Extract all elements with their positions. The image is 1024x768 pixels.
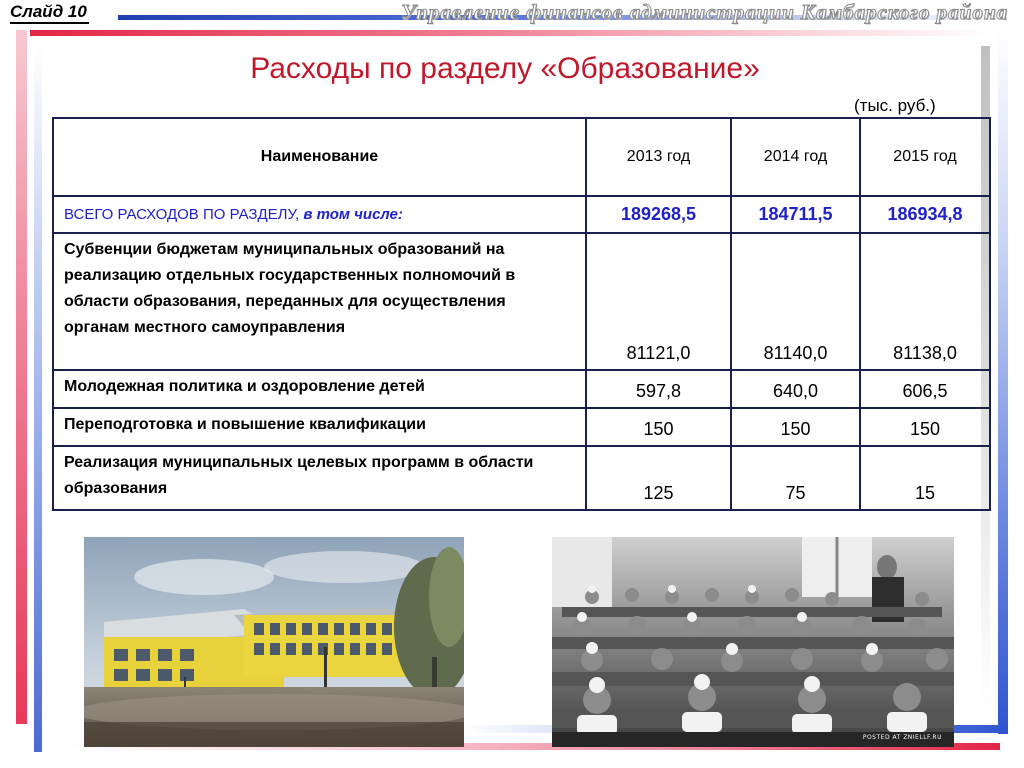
table-row-total — [53, 196, 990, 233]
slide-number: Слайд 10 — [10, 2, 89, 24]
row-name: Переподготовка и повышение квалификации — [53, 408, 586, 446]
total-2014: 184711,5 — [731, 196, 860, 233]
classroom-image — [552, 537, 954, 747]
row-value-2015: 81138,0 — [860, 233, 990, 370]
column-header-name: Наименование — [53, 118, 586, 196]
column-header-2013: 2013 год — [586, 118, 731, 196]
column-header-2015: 2015 год — [860, 118, 990, 196]
row-name: Реализация муниципальных целевых программ в области образования — [53, 446, 586, 510]
school-building-image — [84, 537, 464, 747]
row-value-2014: 640,0 — [731, 370, 860, 408]
total-label-main: ВСЕГО РАСХОДОВ ПО РАЗДЕЛУ, — [64, 206, 300, 223]
row-value-2013: 150 — [586, 408, 731, 446]
expenses-table — [52, 117, 991, 511]
units-label: (тыс. руб.) — [854, 96, 936, 115]
row-value-2015: 606,5 — [860, 370, 990, 408]
school-building-photo — [84, 537, 464, 747]
left-side-bar-red — [16, 30, 27, 724]
total-label-including: в том числе: — [303, 206, 403, 223]
total-2015: 186934,8 — [860, 196, 990, 233]
row-value-2015: 150 — [860, 408, 990, 446]
organization-name: Управление финансов администрации Камбарского района — [401, 0, 1008, 24]
row-value-2015: 15 — [860, 446, 990, 510]
row-value-2013: 597,8 — [586, 370, 731, 408]
left-side-bar-blue — [34, 46, 42, 752]
table-row — [53, 408, 990, 446]
row-value-2014: 81140,0 — [731, 233, 860, 370]
row-value-2013: 125 — [586, 446, 731, 510]
row-name: Субвенции бюджетам муниципальных образований на реализацию отдельных государственных полномочий в области образования, переданных для осуществления органам местного самоуправления — [53, 233, 586, 370]
table-row — [53, 446, 990, 510]
photo-watermark: POSTED AT ZNIELLF.RU — [862, 734, 942, 741]
total-2013: 189268,5 — [586, 196, 731, 233]
right-side-bar-blue — [998, 28, 1008, 734]
row-value-2013: 81121,0 — [586, 233, 731, 370]
header-rule-red — [30, 30, 990, 36]
table-row — [53, 370, 990, 408]
row-value-2014: 150 — [731, 408, 860, 446]
row-value-2014: 75 — [731, 446, 860, 510]
table-header-row — [53, 118, 990, 196]
slide-title: Расходы по разделу «Образование» — [250, 52, 760, 85]
total-label — [53, 196, 586, 233]
classroom-children-photo — [552, 537, 954, 747]
column-header-2014: 2014 год — [731, 118, 860, 196]
row-name: Молодежная политика и оздоровление детей — [53, 370, 586, 408]
table-row — [53, 233, 990, 370]
